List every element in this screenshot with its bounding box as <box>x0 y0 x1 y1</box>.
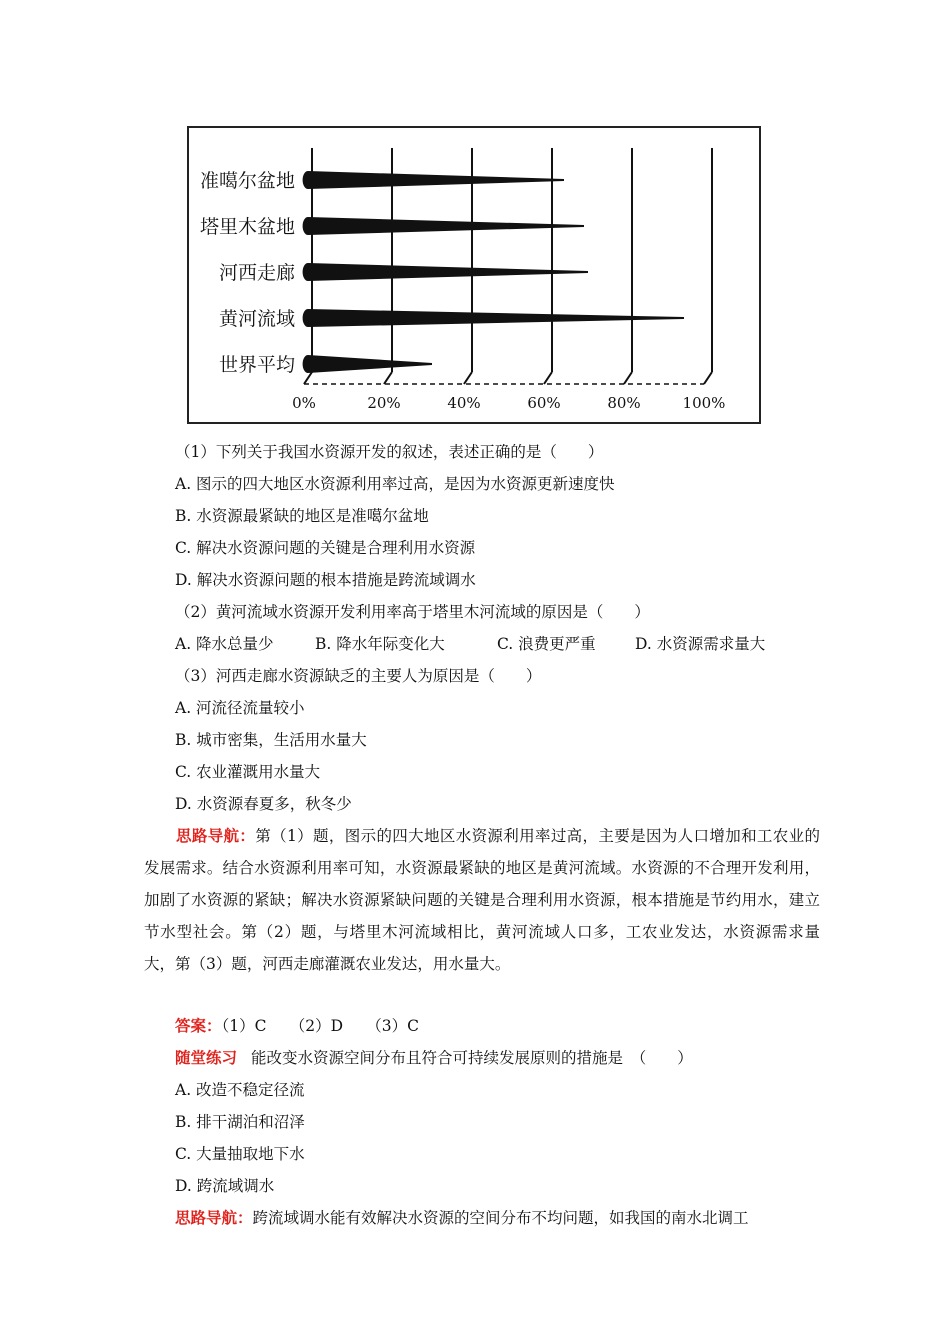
practice-option-c: C. 大量抽取地下水 <box>175 1145 305 1163</box>
question-2-options <box>175 634 765 654</box>
analysis-2-label: 思路导航： <box>175 1208 253 1227</box>
question-3-stem: （3）河西走廊水资源缺乏的主要人为原因是（ ） <box>175 667 542 685</box>
category-label: 准噶尔盆地 <box>199 170 295 192</box>
grid-line-foot <box>464 372 472 384</box>
bar <box>303 355 432 373</box>
grid-line-foot <box>544 372 552 384</box>
question-1-option-b: B. 水资源最紧缺的地区是准噶尔盆地 <box>175 507 429 525</box>
x-tick-label: 60% <box>527 394 561 412</box>
grid-line-foot <box>384 372 392 384</box>
question-2-option-b: B. 降水年际变化大 <box>315 635 445 653</box>
question-3-option-c: C. 农业灌溉用水量大 <box>175 763 321 781</box>
chart-svg <box>189 128 763 426</box>
practice-option-b: B. 排干湖泊和沼泽 <box>175 1113 305 1131</box>
question-1-option-a: A. 图示的四大地区水资源利用率过高，是因为水资源更新速度快 <box>175 475 615 493</box>
x-tick-label: 80% <box>607 394 641 412</box>
category-label: 河西走廊 <box>218 262 295 284</box>
question-1-stem: （1）下列关于我国水资源开发的叙述，表述正确的是（ ） <box>175 443 604 461</box>
category-label: 塔里木盆地 <box>199 216 295 238</box>
analysis-2-text: 跨流域调水能有效解决水资源的空间分布不均问题，如我国的南水北调工 <box>252 1209 749 1227</box>
practice-option-a: A. 改造不稳定径流 <box>175 1081 305 1099</box>
x-tick-label: 100% <box>682 394 726 412</box>
category-label: 世界平均 <box>218 354 295 376</box>
practice-stem: 能改变水资源空间分布且符合可持续发展原则的措施是 （ ） <box>251 1049 693 1067</box>
question-2-stem: （2）黄河流域水资源开发利用率高于塔里木河流域的原因是（ ） <box>175 603 650 621</box>
grid-line-foot <box>624 372 632 384</box>
question-3-option-b: B. 城市密集，生活用水量大 <box>175 731 367 749</box>
analysis-paragraph-1 <box>144 820 820 980</box>
answer-line <box>175 1016 419 1036</box>
question-2-option-c: C. 浪费更严重 <box>497 635 596 653</box>
practice-option-d: D. 跨流域调水 <box>175 1177 275 1195</box>
category-label: 黄河流域 <box>218 308 295 330</box>
question-2-option-a: A. 降水总量少 <box>175 635 274 653</box>
question-3-option-d: D. 水资源春夏多，秋冬少 <box>175 795 352 813</box>
x-tick-label: 20% <box>367 394 401 412</box>
x-tick-label: 0% <box>292 394 316 412</box>
bar <box>303 171 564 189</box>
x-tick-label: 40% <box>447 394 481 412</box>
bar <box>303 217 584 235</box>
grid-line-foot <box>304 372 312 384</box>
analysis-paragraph-2 <box>175 1208 749 1228</box>
analysis-text: 第（1）题，图示的四大地区水资源利用率过高，主要是因为人口增加和工农业的发展需求。结合水资源利用率可知，水资源最紧缺的地区是黄河流域。水资源的不合理开发利用，加剧了水资源的紧缺；解决水资源紧缺问题的关键是合理利用水资源，根本措施是节约用水，建立节水型社会。第（2）题，与塔里木河流域相比，黄河流域人口多，工农业发达，水资源需求量大，第（3）题，河西走廊灌溉农业发达，用水量大。 <box>144 827 820 973</box>
answer-text: （1）C （2）D （3）C <box>221 1017 419 1035</box>
grid-line-foot <box>704 372 712 384</box>
analysis-label: 思路导航： <box>176 826 256 845</box>
question-2-option-d: D. 水资源需求量大 <box>635 635 766 653</box>
bar <box>303 309 684 327</box>
question-1-option-c: C. 解决水资源问题的关键是合理利用水资源 <box>175 539 476 557</box>
answer-label: 答案： <box>175 1016 222 1035</box>
bar <box>303 263 588 281</box>
practice-label: 随堂练习 <box>175 1048 238 1067</box>
practice-stem-line <box>175 1048 693 1068</box>
bar-chart <box>187 126 761 424</box>
question-1-option-d: D. 解决水资源问题的根本措施是跨流域调水 <box>175 571 476 589</box>
question-3-option-a: A. 河流径流量较小 <box>175 699 305 717</box>
